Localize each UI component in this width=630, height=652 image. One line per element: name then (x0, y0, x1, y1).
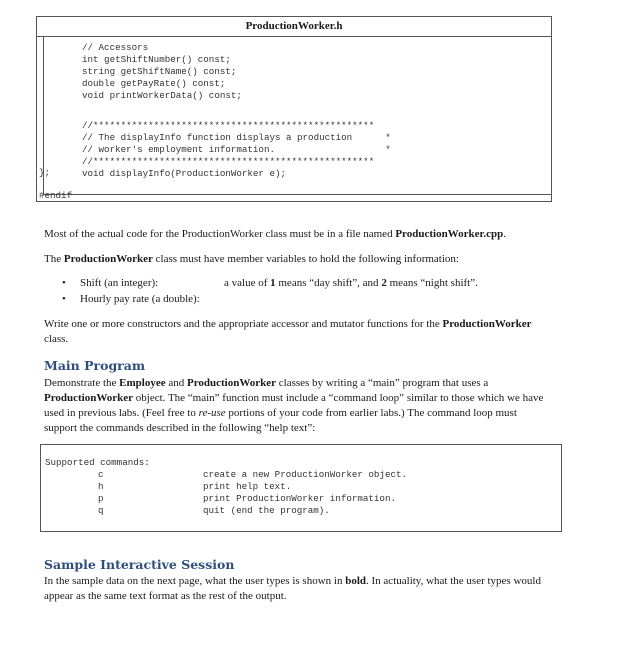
code-line: //*************************************************** (82, 156, 375, 167)
code-endif: #endif (39, 190, 73, 201)
sample-line-1 (44, 574, 541, 589)
help-command-desc: print ProductionWorker information. (203, 493, 396, 504)
text-run: and (165, 377, 187, 389)
text-run: Most of the actual code for the ProductionWorker class must be in a file named (44, 228, 396, 240)
sample-line-2: appear as the same text format as the rest of the output. (44, 590, 287, 602)
text-run-bold: ProductionWorker (442, 318, 532, 330)
paragraph-constructors (44, 317, 564, 347)
help-header: Supported commands: (45, 457, 150, 468)
text-run-bold: ProductionWorker (63, 253, 153, 265)
text-run-italic: re-use (198, 407, 226, 419)
bullet-shift-description (224, 277, 478, 289)
help-command-key: q (98, 505, 104, 516)
code-listing-box (36, 16, 552, 202)
help-command-key: h (98, 481, 104, 492)
text-run: means “night shift”. (386, 277, 478, 289)
text-run: portions of your code from earlier labs.) The command loop must (225, 407, 517, 419)
help-command-desc: print help text. (203, 481, 292, 492)
main-program-line-4: support the commands described in the following “help text”: (44, 422, 316, 434)
text-run: . In actuality, what the user types would (366, 575, 541, 587)
code-line: void displayInfo(ProductionWorker e); (82, 168, 286, 179)
bullet-shift-label: Shift (an integer): (80, 277, 159, 289)
code-listing-body (43, 36, 551, 195)
heading-sample-session: Sample Interactive Session (44, 557, 235, 572)
main-program-line-1 (44, 376, 488, 391)
text-run: object. The “main” function must include a “command loop” similar to those which we have (133, 392, 544, 404)
text-run: classes by writing a “main” program that uses a (276, 377, 489, 389)
bullet-pay-label: Hourly pay rate (a double): (80, 293, 200, 305)
text-run: Demonstrate the (44, 377, 120, 389)
text-run-bold: bold (345, 575, 367, 587)
help-command-key: c (98, 469, 104, 480)
help-command-desc: create a new ProductionWorker object. (203, 469, 407, 480)
text-run: Write one or more constructors and the appropriate accessor and mutator functions for the (44, 318, 443, 330)
code-line: // The displayInfo function displays a production * (82, 132, 391, 143)
text-run: means “day shift”, and (275, 277, 382, 289)
text-run-bold: ProductionWorker.cpp (395, 228, 504, 240)
text-run: class. (44, 333, 69, 345)
code-line: // worker's employment information. * (82, 144, 391, 155)
help-command-desc: quit (end the program). (203, 505, 330, 516)
text-run-bold: Employee (119, 377, 166, 389)
paragraph-member-variables (44, 252, 459, 267)
text-run-bold: 1 (270, 277, 276, 289)
heading-main-program: Main Program (44, 358, 146, 373)
paragraph-cpp-file (44, 227, 506, 242)
code-line: string getShiftName() const; (82, 66, 237, 77)
code-close-brace: }; (39, 167, 51, 178)
text-run-bold: ProductionWorker (44, 392, 134, 404)
code-line: void printWorkerData() const; (82, 90, 242, 101)
main-program-line-3 (44, 406, 517, 421)
text-run: used in previous labs. (Feel free to (44, 407, 199, 419)
text-run: The (44, 253, 64, 265)
text-run: a value of (224, 277, 271, 289)
help-command-key: p (98, 493, 104, 504)
text-run: class must have member variables to hold the following information: (152, 253, 459, 265)
code-line: // Accessors (82, 42, 149, 53)
main-program-line-2 (44, 391, 543, 406)
code-line: double getPayRate() const; (82, 78, 226, 89)
text-run: In the sample data on the next page, what the user types is shown in (44, 575, 346, 587)
text-run-bold: 2 (381, 277, 387, 289)
code-line: int getShiftNumber() const; (82, 54, 231, 65)
bullet-dot: • (62, 293, 66, 305)
code-line: //*************************************************** (82, 120, 375, 131)
bullet-dot: • (62, 277, 66, 289)
text-run-bold: ProductionWorker (187, 377, 277, 389)
text-run: . (503, 228, 506, 240)
code-listing-title: ProductionWorker.h (37, 17, 551, 37)
help-text-box (40, 444, 562, 532)
